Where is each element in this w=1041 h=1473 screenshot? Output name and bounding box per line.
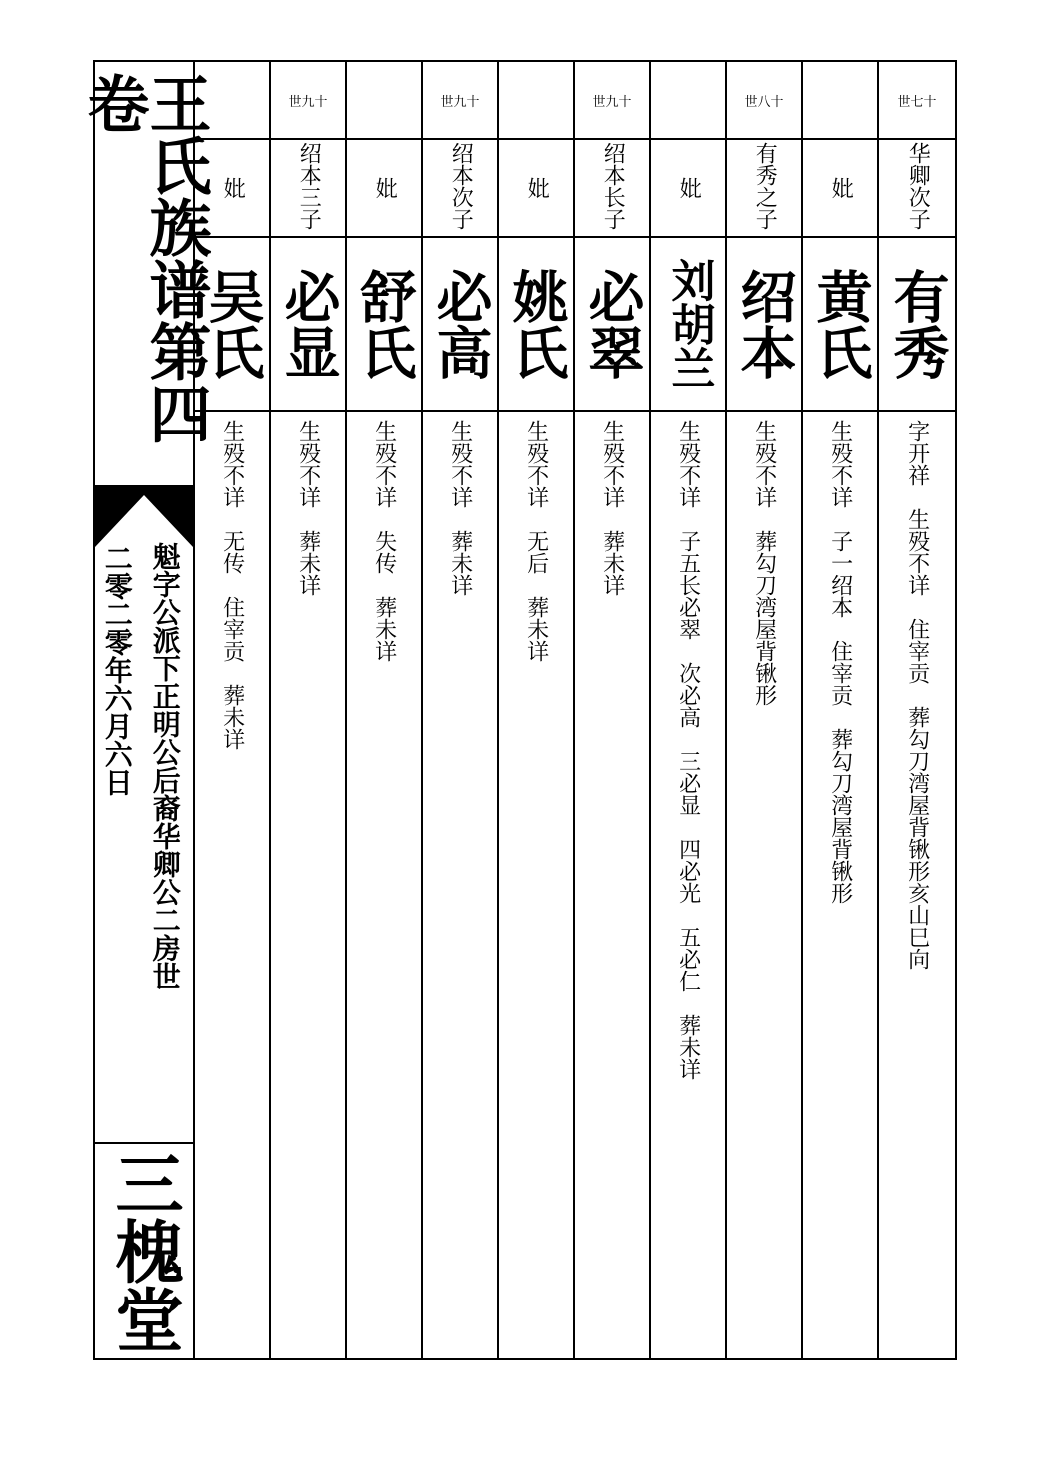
detail-cell: 字开祥 生殁不详 住宰贡 葬勾刀湾屋背锹形亥山巳向 bbox=[904, 420, 930, 970]
generation-cell bbox=[803, 62, 877, 140]
entry-column bbox=[499, 62, 575, 1358]
entry-column bbox=[347, 62, 423, 1358]
detail-cell: 生殁不详 失传 葬未详 bbox=[371, 420, 397, 662]
generation-cell: 世九十 bbox=[575, 62, 649, 140]
entry-column bbox=[575, 62, 651, 1358]
name-cell: 黄氏 bbox=[803, 238, 877, 412]
relation-cell: 绍本三子 bbox=[271, 140, 345, 238]
detail-cell: 生殁不详 子五长必翠 次必高 三必显 四必光 五必仁 葬未详 bbox=[675, 420, 701, 1080]
generation-cell bbox=[347, 62, 421, 140]
entry-column bbox=[727, 62, 803, 1358]
name-cell: 必显 bbox=[271, 238, 345, 412]
generation-cell: 世八十 bbox=[727, 62, 801, 140]
detail-cell: 生殁不详 无传 住宰贡 葬未详 bbox=[219, 420, 245, 750]
relation-cell: 有秀之子 bbox=[727, 140, 801, 238]
detail-cell: 生殁不详 葬未详 bbox=[599, 420, 625, 596]
name-cell: 有秀 bbox=[879, 238, 955, 412]
generation-cell: 世九十 bbox=[271, 62, 345, 140]
relation-cell: 绍本长子 bbox=[575, 140, 649, 238]
generation-cell: 世七十 bbox=[879, 62, 955, 140]
fishtail-ornament bbox=[95, 485, 193, 547]
entry-columns bbox=[195, 62, 955, 1358]
relation-cell: 妣 bbox=[195, 140, 269, 238]
detail-cell: 生殁不详 葬未详 bbox=[295, 420, 321, 596]
entry-column bbox=[195, 62, 271, 1358]
relation-cell: 华卿次子 bbox=[879, 140, 955, 238]
generation-cell bbox=[651, 62, 725, 140]
entry-column bbox=[271, 62, 347, 1358]
name-cell: 姚氏 bbox=[499, 238, 573, 412]
relation-cell: 妣 bbox=[499, 140, 573, 238]
date-text: 二零二零年六月六日 bbox=[100, 544, 134, 796]
name-cell: 必高 bbox=[423, 238, 497, 412]
generation-cell bbox=[499, 62, 573, 140]
detail-cell: 生殁不详 子一绍本 住宰贡 葬勾刀湾屋背锹形 bbox=[827, 420, 853, 904]
name-cell: 绍本 bbox=[727, 238, 801, 412]
detail-cell: 生殁不详 无后 葬未详 bbox=[523, 420, 549, 662]
name-cell: 舒氏 bbox=[347, 238, 421, 412]
generation-cell bbox=[195, 62, 269, 140]
name-cell: 必翠 bbox=[575, 238, 649, 412]
entry-column bbox=[423, 62, 499, 1358]
relation-cell: 妣 bbox=[803, 140, 877, 238]
hall-name: 三槐堂 bbox=[104, 1149, 184, 1353]
entry-column bbox=[879, 62, 955, 1358]
relation-cell: 妣 bbox=[347, 140, 421, 238]
generation-cell: 世九十 bbox=[423, 62, 497, 140]
lineage-text: 魁字公派下正明公后裔华卿公二房世 bbox=[148, 542, 182, 990]
genealogy-page bbox=[77, 60, 957, 1360]
name-cell: 吴氏 bbox=[195, 238, 269, 412]
relation-cell: 绍本次子 bbox=[423, 140, 497, 238]
entry-column bbox=[651, 62, 727, 1358]
name-cell: 刘胡兰 bbox=[651, 238, 725, 412]
spine bbox=[77, 62, 212, 1358]
relation-cell: 妣 bbox=[651, 140, 725, 238]
book-title: 王氏族谱第四卷 bbox=[77, 72, 212, 444]
detail-cell: 生殁不详 葬未详 bbox=[447, 420, 473, 596]
detail-cell: 生殁不详 葬勾刀湾屋背锹形 bbox=[751, 420, 777, 706]
entry-column bbox=[803, 62, 879, 1358]
